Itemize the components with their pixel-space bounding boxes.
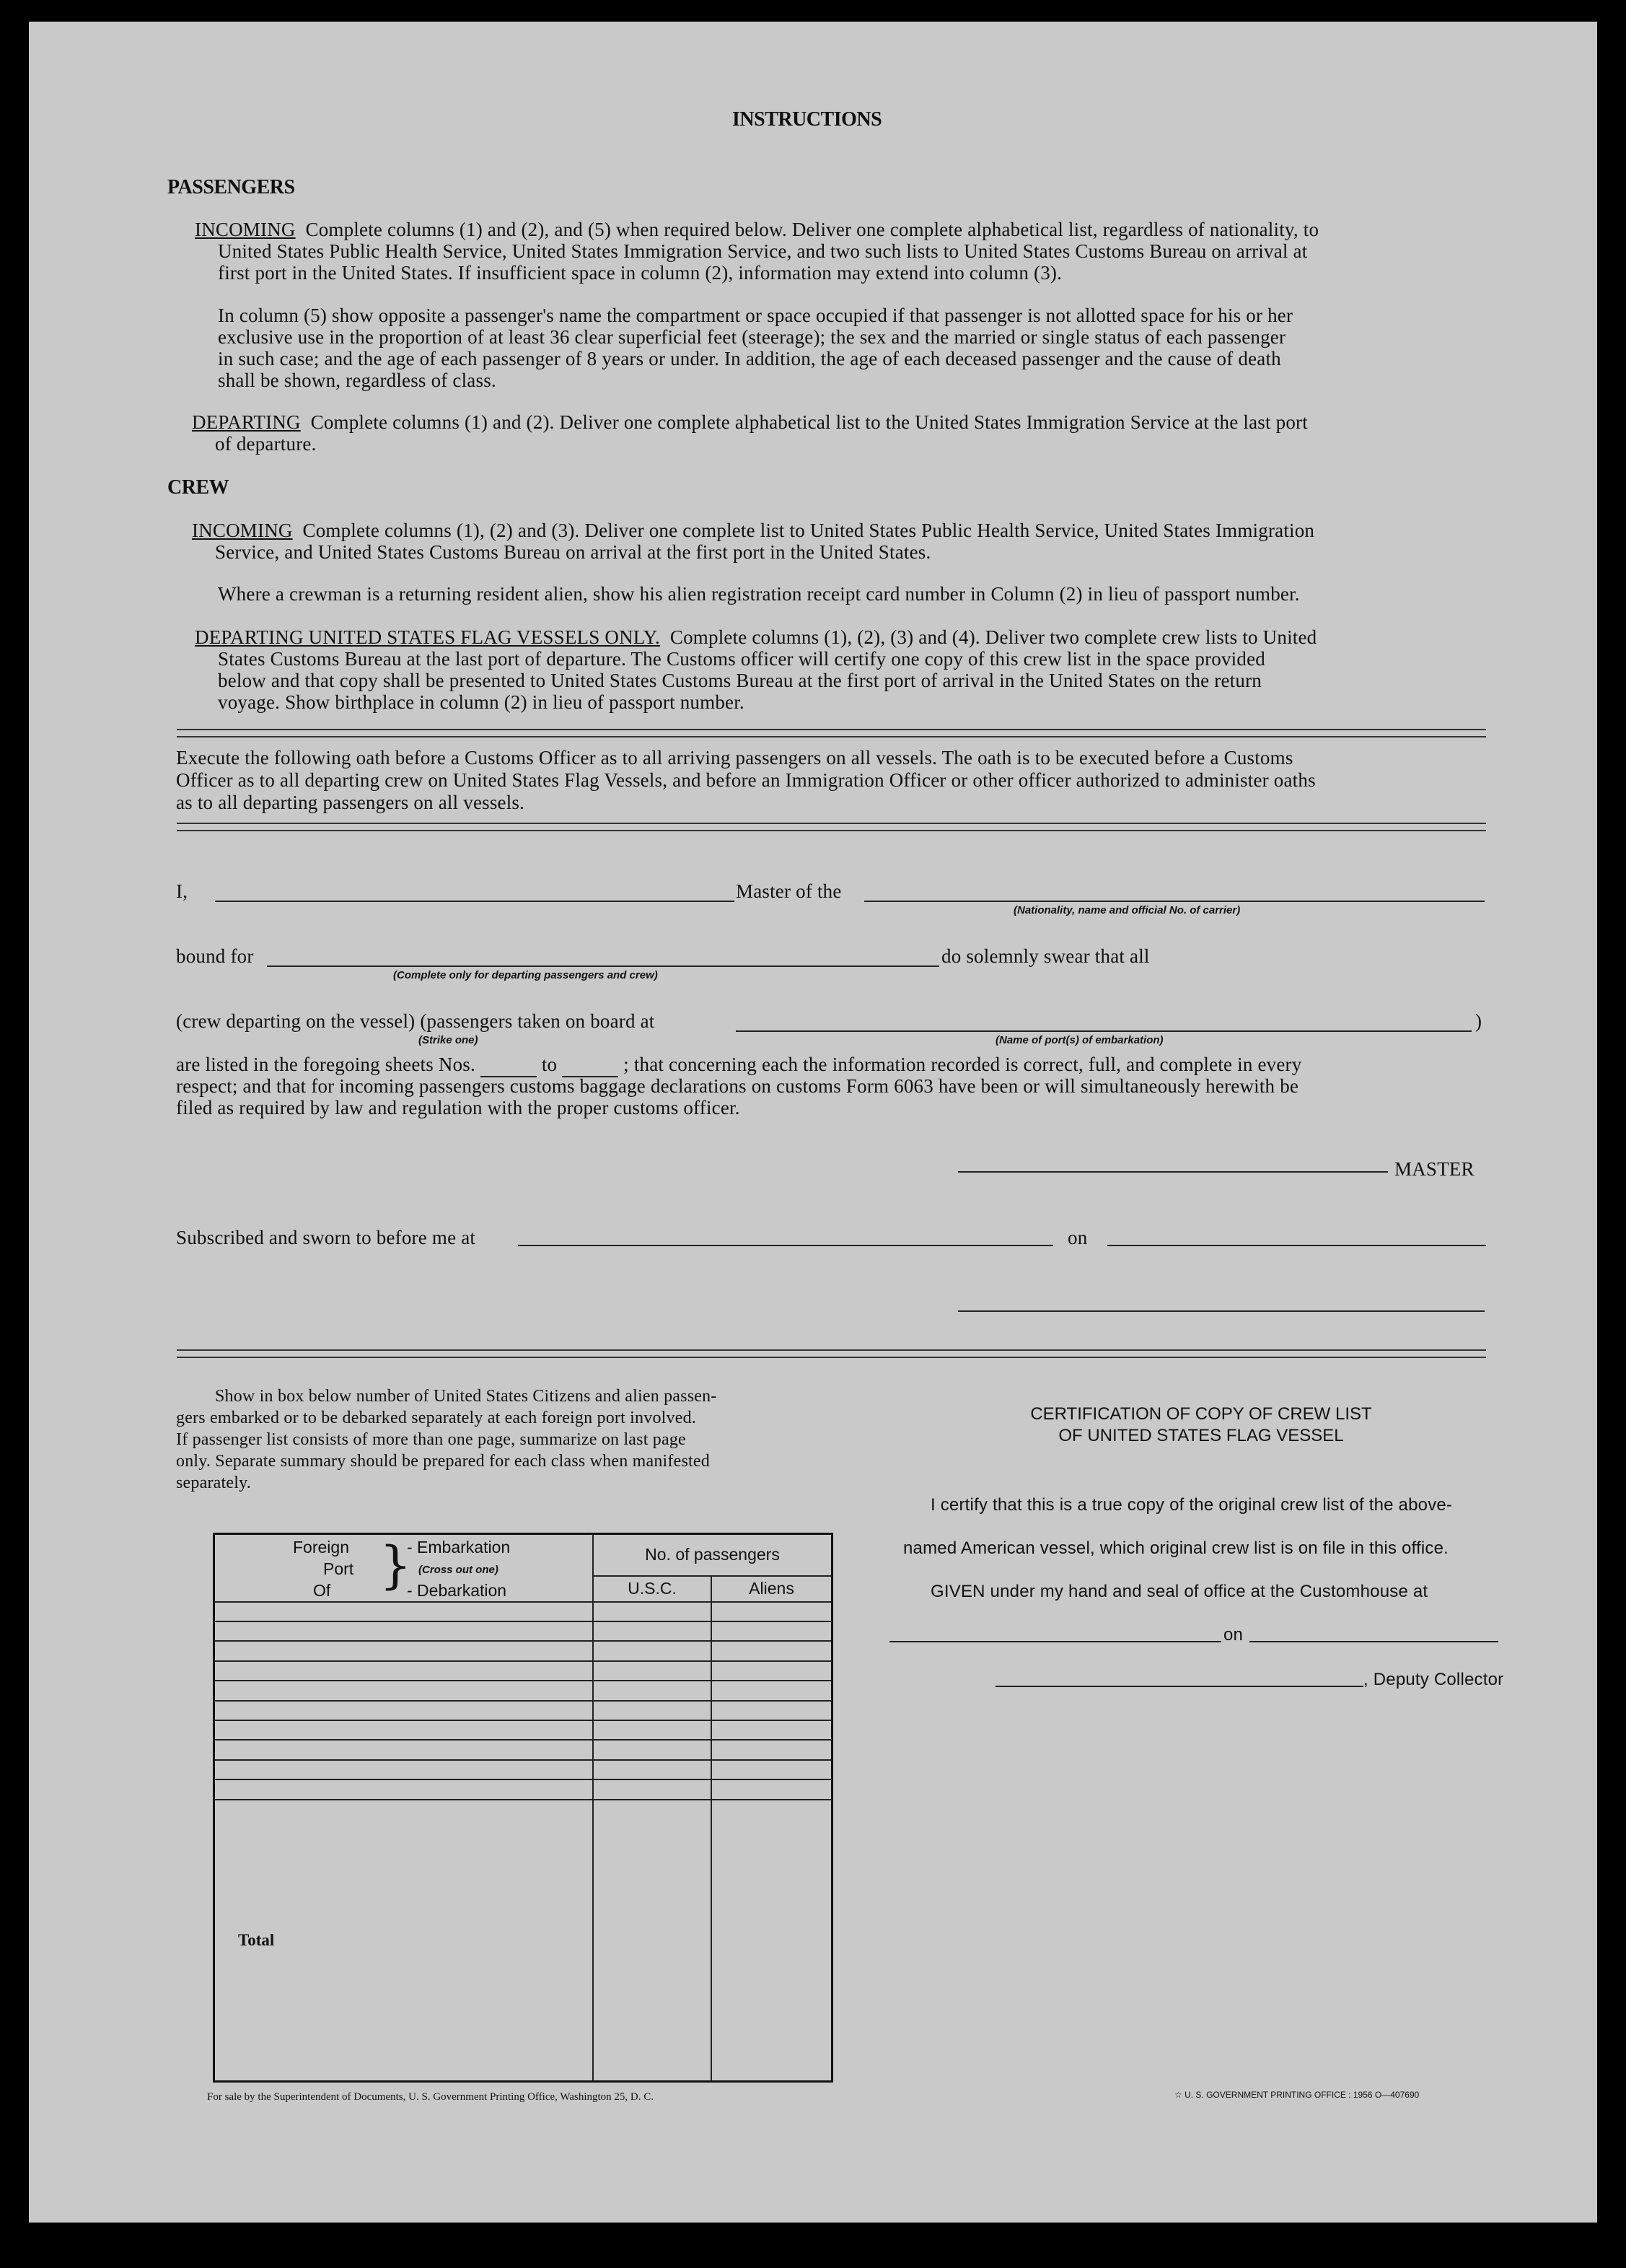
oath-intro-line-2: Officer as to all departing crew on United States Flag Vessels, and before an Immigration Officer or other officer authorized to administer oaths [176,769,1316,791]
page-title: INSTRUCTIONS [732,108,882,131]
port-embarkation-field[interactable] [736,1030,1472,1032]
sworn-date-field[interactable] [1107,1245,1486,1246]
listed-line: are listed in the foregoing sheets Nos. to ; that concerning each the information recorded is correct, full, and complete in every [176,1054,1301,1077]
crew-resident-alien: Where a crewman is a returning resident alien, show his alien registration receipt card number in Column (2) in lieu of passport number. [218,583,1300,605]
certify-line-1: I certify that this is a true copy of the original crew list of the above- [931,1495,1453,1515]
summary-text-1: Show in box below number of United States Citizens and alien passen- [215,1387,717,1406]
swear-label: do solemnly swear that all [941,945,1150,967]
of-label: Of [313,1581,331,1600]
table-row[interactable] [214,1779,832,1799]
certification-title-1: CERTIFICATION OF COPY OF CREW LIST [1030,1404,1372,1424]
sworn-place-field[interactable] [518,1245,1053,1246]
strike-one-note: (Strike one) [418,1034,478,1046]
on-label: on [1068,1227,1088,1248]
table-row[interactable] [214,1661,832,1681]
respect-line: respect; and that for incoming passengers customs baggage declarations on customs Form 6063 have been or will simultaneously herewith be [176,1075,1299,1097]
passengers-incoming-line-3: first port in the United States. If insufficient space in column (2), information may extend into column (3). [218,262,1063,284]
certification-title-2: OF UNITED STATES FLAG VESSEL [1058,1426,1344,1445]
total-row[interactable] [214,1800,832,2082]
table-row[interactable] [214,1681,832,1700]
table-row[interactable] [214,1740,832,1759]
oath-intro-line-1: Execute the following oath before a Customs Officer as to all arriving passengers on all vessels. The oath is to be executed before a Customs [176,747,1293,769]
customhouse-field[interactable] [889,1641,1221,1642]
certification-title [898,1404,1504,1447]
crew-departing-label: DEPARTING UNITED STATES FLAG VESSELS ONLY. [195,626,660,648]
crew-heading: CREW [167,476,229,499]
passengers-col5-line-2: exclusive use in the proportion of at least 36 clear superficial feet (steerage); the sex and the married or single status of each passenger [218,326,1286,348]
port-label: Port [323,1559,354,1578]
no-passengers-header: No. of passengers [593,1534,832,1576]
crew-departing-line-2: States Customs Bureau at the last port of departure. The Customs officer will certify one copy of this crew list in the space provided [218,648,1265,670]
bound-for-label: bound for [176,945,254,967]
crew-departing-label: (crew departing on the vessel) (passengers taken on board at [176,1010,655,1032]
crew-incoming-line-2: Service, and United States Customs Bureau on arrival at the first port in the United States. [215,541,931,563]
footer-left: For sale by the Superintendent of Documents, U. S. Government Printing Office, Washington 25, D. C. [207,2091,654,2103]
master-of-the-label: Master of the [736,880,842,902]
summary-text-2: gers embarked or to be debarked separately at each foreign port involved. [176,1409,696,1427]
oath-intro-line-3: as to all departing passengers on all vessels. [176,792,525,813]
foreign-port-header [214,1534,594,1602]
foreign-label: Foreign [293,1538,349,1556]
close-paren: ) [1475,1010,1482,1032]
aliens-header: Aliens [711,1576,832,1602]
officer-signature-field[interactable] [958,1310,1485,1312]
nationality-note: (Nationality, name and official No. of carrier) [1014,904,1241,916]
footer-right: ☆ U. S. GOVERNMENT PRINTING OFFICE : 1956 O—407690 [1174,2090,1420,2100]
sheet-to-field[interactable] [562,1054,618,1077]
given-line: GIVEN under my hand and seal of office at the Customhouse at [931,1582,1428,1601]
usc-header: U.S.C. [593,1576,711,1602]
crew-departing-line-1: DEPARTING UNITED STATES FLAG VESSELS ONLY. Complete columns (1), (2), (3) and (4). Deliver two complete crew lists to United [195,626,1317,648]
passengers-incoming-label: INCOMING [195,219,296,240]
crew-departing-line-3: below and that copy shall be presented to United States Customs Bureau at the first port of arrival in the United States on the return [218,670,1262,691]
divider-double [177,729,1486,737]
subscribed-label: Subscribed and sworn to before me at [176,1227,476,1248]
passengers-departing-line-2: of departure. [215,433,317,455]
embarkation-label: - Embarkation [407,1538,511,1556]
passengers-incoming-line-2: United States Public Health Service, United States Immigration Service, and two such lists to United States Customs Bureau on arrival at [218,240,1308,262]
bound-for-field[interactable] [267,966,939,967]
cert-on-label: on [1223,1625,1244,1645]
table-row[interactable] [214,1602,832,1621]
brace-glyph: } [379,1536,412,1595]
oath-i: I, [176,880,188,902]
table-header-row [214,1534,832,1576]
deputy-label: , Deputy Collector [1363,1670,1504,1689]
table-row[interactable] [214,1720,832,1740]
summary-text-4: only. Separate summary should be prepared for each class when manifested [176,1452,710,1471]
table-row[interactable] [214,1641,832,1660]
debarkation-label: - Debarkation [407,1581,507,1600]
table-row[interactable] [214,1621,832,1641]
deputy-signature-field[interactable] [996,1686,1363,1687]
master-label: MASTER [1394,1158,1475,1180]
crew-incoming-line-1: INCOMING Complete columns (1), (2) and (3). Deliver one complete list to United States Public Health Service, United States Immigration [192,520,1315,541]
divider-double [177,1349,1486,1358]
passengers-departing-line-1: DEPARTING Complete columns (1) and (2). Deliver one complete alphabetical list to the United States Immigration Service at the last port [192,411,1308,433]
summary-text-5: separately. [176,1474,251,1492]
form-page [29,22,1597,2223]
certify-line-2: named American vessel, which original crew list is on file in this office. [903,1538,1449,1558]
passengers-col5-line-1: In column (5) show opposite a passenger's name the compartment or space occupied if that passenger is not allotted space for his or her [218,305,1293,326]
passengers-col5-line-3: in such case; and the age of each passenger of 8 years or under. In addition, the age of each deceased passenger and the cause of death [218,348,1281,369]
sheet-from-field[interactable] [480,1054,537,1077]
port-note: (Name of port(s) of embarkation) [996,1034,1164,1046]
carrier-field[interactable] [864,901,1485,902]
table-row[interactable] [214,1701,832,1720]
total-label: Total [214,1800,594,2082]
master-signature-field[interactable] [958,1171,1388,1173]
passenger-summary-table [213,1533,833,2083]
cross-out-note: (Cross out one) [418,1564,498,1576]
divider-double [177,823,1486,831]
passengers-col5-line-4: shall be shown, regardless of class. [218,369,496,391]
passengers-heading: PASSENGERS [167,176,295,198]
summary-text-3: If passenger list consists of more than one page, summarize on last page [176,1430,686,1449]
table-row[interactable] [214,1760,832,1779]
passengers-incoming-line-1: INCOMING Complete columns (1) and (2), and (5) when required below. Deliver one complete alphabetical list, regardless of nationality, to [195,219,1319,240]
crew-departing-line-4: voyage. Show birthplace in column (2) in lieu of passport number. [218,691,744,713]
cert-date-field[interactable] [1249,1641,1498,1642]
filed-line: filed as required by law and regulation with the proper customs officer. [176,1097,740,1118]
crew-incoming-label: INCOMING [192,520,293,541]
complete-only-note: (Complete only for departing passengers and crew) [393,969,658,981]
master-name-field[interactable] [215,901,734,902]
passengers-departing-label: DEPARTING [192,411,301,433]
